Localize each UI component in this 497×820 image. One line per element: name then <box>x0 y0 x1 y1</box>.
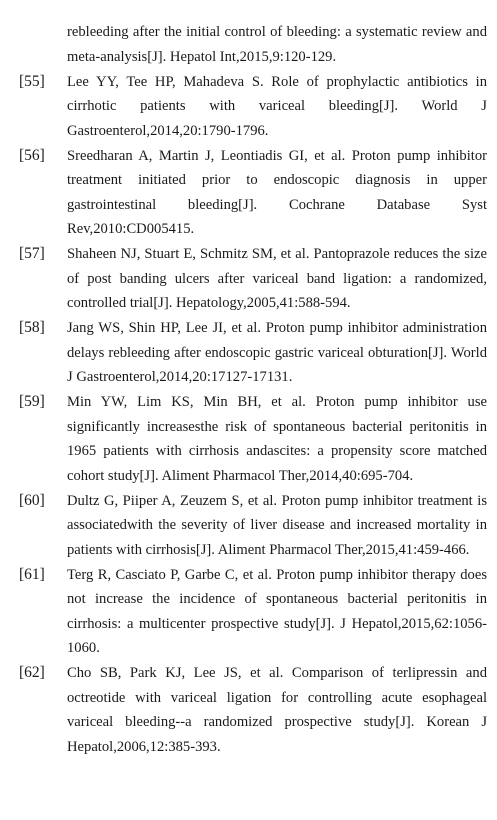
reference-item-60 <box>0 489 497 563</box>
reference-item-57 <box>0 242 497 316</box>
reference-item-56 <box>0 144 497 242</box>
reference-item-54-continued <box>0 20 497 69</box>
reference-number: [56] <box>19 146 45 164</box>
reference-text: Shaheen NJ, Stuart E, Schmitz SM, et al. Pantoprazole reduces the size of post banding ulcers after variceal band ligation: a randomized, controlled trial[J]. Hepatology,2005,41:588-594. <box>67 246 487 311</box>
reference-text: rebleeding after the initial control of bleeding: a systematic review and meta-analysis[J]. Hepatol Int,2015,9:120-129. <box>67 24 487 65</box>
reference-item-55 <box>0 70 497 144</box>
reference-number: [61] <box>19 565 45 583</box>
reference-item-62 <box>0 661 497 759</box>
reference-number: [58] <box>19 319 45 336</box>
reference-number: [57] <box>19 245 45 262</box>
reference-list <box>0 20 497 759</box>
reference-text: Jang WS, Shin HP, Lee JI, et al. Proton pump inhibitor administration delays rebleeding after endoscopic gastric variceal obturation[J]. World J Gastroenterol,2014,20:17127-17131. <box>67 320 487 385</box>
reference-text: Cho SB, Park KJ, Lee JS, et al. Comparison of terlipressin and octreotide with variceal ligation for controlling acute esophageal variceal bleeding--a randomized prospective study[J]. Korean J Hepatol,2006,12:385-393. <box>67 665 487 755</box>
reference-number: [55] <box>19 72 45 90</box>
reference-text: Dultz G, Piiper A, Zeuzem S, et al. Proton pump inhibitor treatment is associatedwith the severity of liver disease and increased mortality in patients with cirrhosis[J]. Aliment Pharmacol Ther,2015,41:459-466. <box>67 492 487 558</box>
reference-item-59 <box>0 390 497 488</box>
reference-number: [62] <box>19 664 45 681</box>
reference-text: Min YW, Lim KS, Min BH, et al. Proton pump inhibitor use significantly increasesthe risk of spontaneous bacterial peritonitis in 1965 patients with cirrhosis andascites: a propensity score matched cohort study[J]. Aliment Pharmacol Ther,2014,40:695-704. <box>67 394 487 484</box>
reference-number: [59] <box>19 393 45 410</box>
reference-text: Terg R, Casciato P, Garbe C, et al. Proton pump inhibitor therapy does not increase the incidence of spontaneous bacterial peritonitis in cirrhosis: a multicenter prospective study[J]. J Hepatol,2015,62:1056-1060. <box>67 566 487 656</box>
reference-text: Sreedharan A, Martin J, Leontiadis GI, et al. Proton pump inhibitor treatment initiated prior to endoscopic diagnosis in upper gastrointestinal bleeding[J]. Cochrane Database Syst Rev,2010:CD005415. <box>67 147 487 237</box>
reference-item-58 <box>0 316 497 390</box>
reference-item-61 <box>0 563 497 661</box>
reference-text: Lee YY, Tee HP, Mahadeva S. Role of prophylactic antibiotics in cirrhotic patients with variceal bleeding[J]. World J Gastroenterol,2014,20:1790-1796. <box>67 73 487 139</box>
reference-number: [60] <box>19 491 45 509</box>
